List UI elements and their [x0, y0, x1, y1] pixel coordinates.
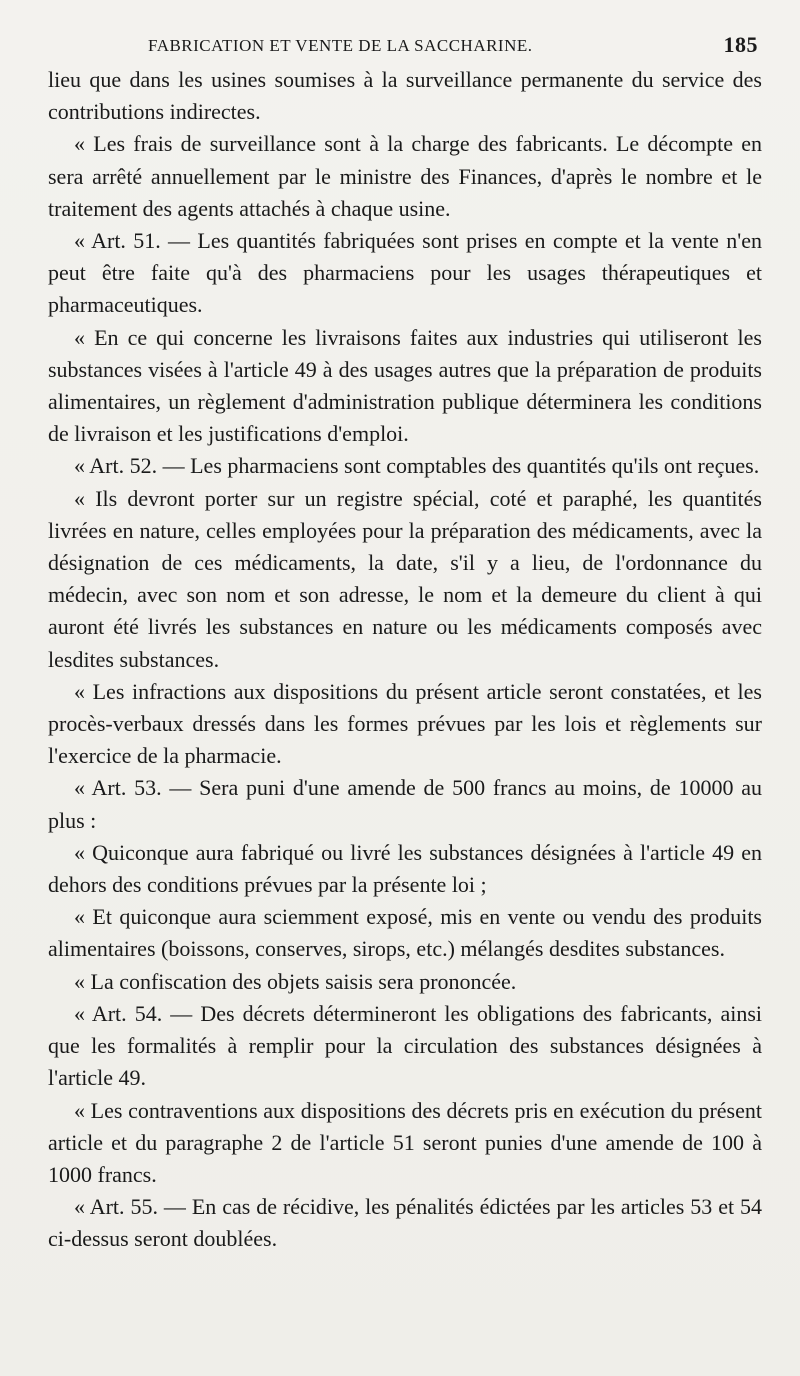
body-text	[48, 64, 762, 1256]
paragraph: « Art. 53. — Sera puni d'une amende de 500 francs au moins, de 10000 au plus :	[48, 775, 762, 833]
paragraph: « La confiscation des objets saisis sera prononcée.	[74, 968, 517, 994]
paragraph: « Les infractions aux dispositions du présent article seront constatées, et les procès-verbaux dressés dans les formes prévues par les lois et règlements sur l'exercice de la pharmacie.	[48, 678, 762, 769]
paragraph: « Art. 54. — Des décrets détermineront les obligations des fabricants, ainsi que les formalités à remplir pour la circulation des substances désignées à l'article 49.	[48, 1000, 762, 1091]
paragraph: « Art. 51. — Les quantités fabriquées sont prises en compte et la vente n'en peut être faite qu'à des pharmaciens pour les usages thérapeutiques et pharmaceutiques.	[48, 228, 762, 318]
paragraph: « Les contraventions aux dispositions des décrets pris en exécution du présent article et du paragraphe 2 de l'article 51 seront punies d'une amende de 100 à 1000 francs.	[48, 1097, 762, 1187]
paragraph: « Ils devront porter sur un registre spécial, coté et paraphé, les quantités livrées en nature, celles employées pour la préparation des médicaments, avec la désignation de ces médicaments, la date, s'il y a lieu, de l'ordonnance du médecin, avec son nom et son adresse, le nom et la demeure du client à qui auront été livrés les substances en nature ou les médicaments composés avec lesdites substances.	[48, 485, 762, 672]
paragraph: « En ce qui concerne les livraisons faites aux industries qui utiliseront les substances visées à l'article 49 à des usages autres que la préparation de produits alimentaires, un règlement d'administration publique déterminera les conditions de livraison et les justifications d'emploi.	[48, 324, 762, 447]
paragraph: « Art. 52. — Les pharmaciens sont comptables des quantités qu'ils ont reçues.	[74, 453, 760, 479]
paragraph: « Art. 55. — En cas de récidive, les pénalités édictées par les articles 53 et 54 ci-dessus seront doublées.	[48, 1194, 762, 1252]
paragraph: lieu que dans les usines soumises à la surveillance permanente du service des contributions indirectes.	[48, 67, 762, 125]
running-head	[48, 30, 762, 64]
paragraph: « Et quiconque aura sciemment exposé, mis en vente ou vendu des produits alimentaires (boissons, conserves, sirops, etc.) mélangés desdites substances.	[48, 904, 762, 962]
page-number: 185	[723, 32, 758, 57]
paragraph: « Les frais de surveillance sont à la charge des fabricants. Le décompte en sera arrêté annuellement par le ministre des Finances, d'après le nombre et le traitement des agents attachés à chaque usine.	[48, 131, 762, 221]
running-title: FABRICATION ET VENTE DE LA SACCHARINE.	[148, 36, 533, 55]
paragraph: « Quiconque aura fabriqué ou livré les substances désignées à l'article 49 en dehors des conditions prévues par la présente loi ;	[48, 839, 762, 898]
